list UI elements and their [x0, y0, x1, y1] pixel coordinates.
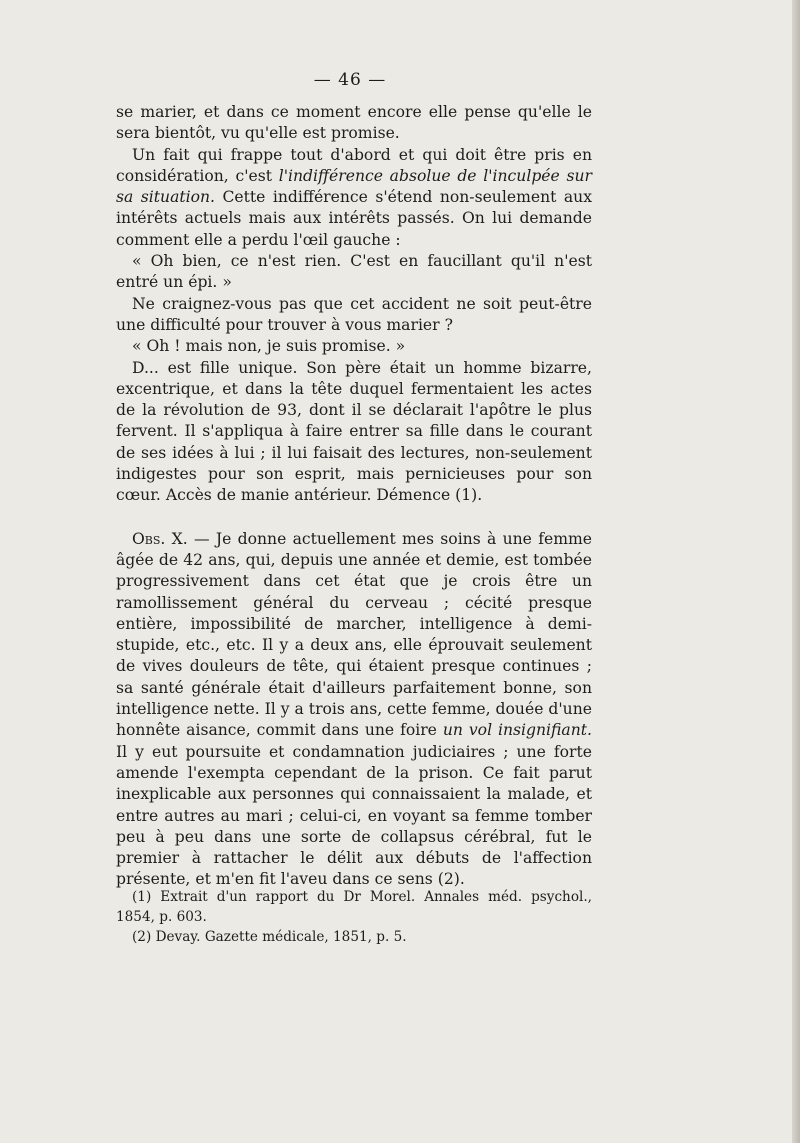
page-edge-shadow [792, 0, 800, 1143]
footnote-reference: (1) [455, 486, 478, 505]
quote-text: « Oh ! mais non, je suis promise. » [132, 337, 406, 356]
paragraph [116, 102, 592, 145]
footnote-reference: (2) [437, 870, 460, 889]
page-number: — 46 — [313, 70, 387, 90]
paragraph-text: Cette indifférence s'étend non-seulement aux intérêts actuels mais aux intérêts passés. On lui demande comment elle a perdu l'œil gauche : [116, 188, 592, 249]
paragraph [116, 336, 592, 357]
footnote: (2) Devay. Gazette médicale, 1851, p. 5. [132, 929, 407, 945]
paragraph-text: se marier, et dans ce moment encore elle pense qu'elle le sera bientôt, vu qu'elle est promise. [116, 103, 592, 143]
observation-label: Obs. X. [132, 529, 188, 548]
paragraph-text: . [459, 870, 465, 889]
emphasis-text: l'indifférence absolue de l'inculpée sur sa situation. [116, 166, 592, 207]
body-text [116, 102, 592, 891]
paragraph [116, 294, 592, 337]
footnote-rule [116, 865, 236, 866]
paragraph-text: Ne craignez-vous pas que cet accident ne soit peut-être une difficulté pour trouver à vous marier ? [116, 294, 592, 334]
paragraph [116, 251, 592, 294]
paragraph-text: . [477, 486, 483, 505]
paragraph-text: Un fait qui frappe tout d'abord et qui doit être pris en considération, c'est [116, 145, 592, 185]
paragraph-text: D... est fille unique. Son père était un homme bizarre, excentrique, et dans la tête duquel fermentaient les actes de la révolution de 93, dont il se déclarait l'apôtre le plus fervent. Il s'appliqua à faire entrer sa fille dans le courant de ses idées à lui ; il lui faisait des lectures, non-seulement indigestes pour son esprit, mais pernicieuses pour son cœur. Accès de manie antérieur. Démence [116, 358, 592, 505]
paragraph [116, 358, 592, 507]
paragraph [116, 145, 592, 251]
emphasis-text: un vol insignifiant. [442, 721, 592, 740]
paragraph-text: — Je donne actuellement mes soins à une femme âgée de 42 ans, qui, depuis une année et demie, est tombée progressivement dans cet état que je crois être un ramollissement général du cerveau ; cécité presque entière, impossibilité de marcher, intelligence à demi-stupide, etc., etc. Il y a deux ans, elle éprouvait seulement de vives douleurs de tête, qui étaient presque continues ; sa santé générale était d'ailleurs parfaitement bonne, son intelligence nette. Il y a trois ans, cette femme, douée d'une honnête aisance, commit dans une foire [116, 529, 592, 740]
footnote: (1) Extrait d'un rapport du Dr Morel. Annales méd. psychol., 1854, p. 603. [116, 889, 592, 925]
paragraph-text: Il y eut poursuite et condamnation judiciaires ; une forte amende l'exempta cependant de la prison. Ce fait parut inexplicable aux personnes qui connaissaient la malade, et entre autres au mari ; celui-ci, en voyant sa femme tomber peu à peu dans une sorte de collapsus cérébral, fut le premier à rattacher le délit aux débuts de l'affection présente, et m'en fit l'aveu dans ce sens [116, 742, 592, 889]
paragraph [116, 529, 592, 891]
quote-text: « Oh bien, ce n'est rien. C'est en faucillant qu'il n'est entré un épi. » [116, 252, 592, 292]
footnotes [116, 887, 592, 947]
